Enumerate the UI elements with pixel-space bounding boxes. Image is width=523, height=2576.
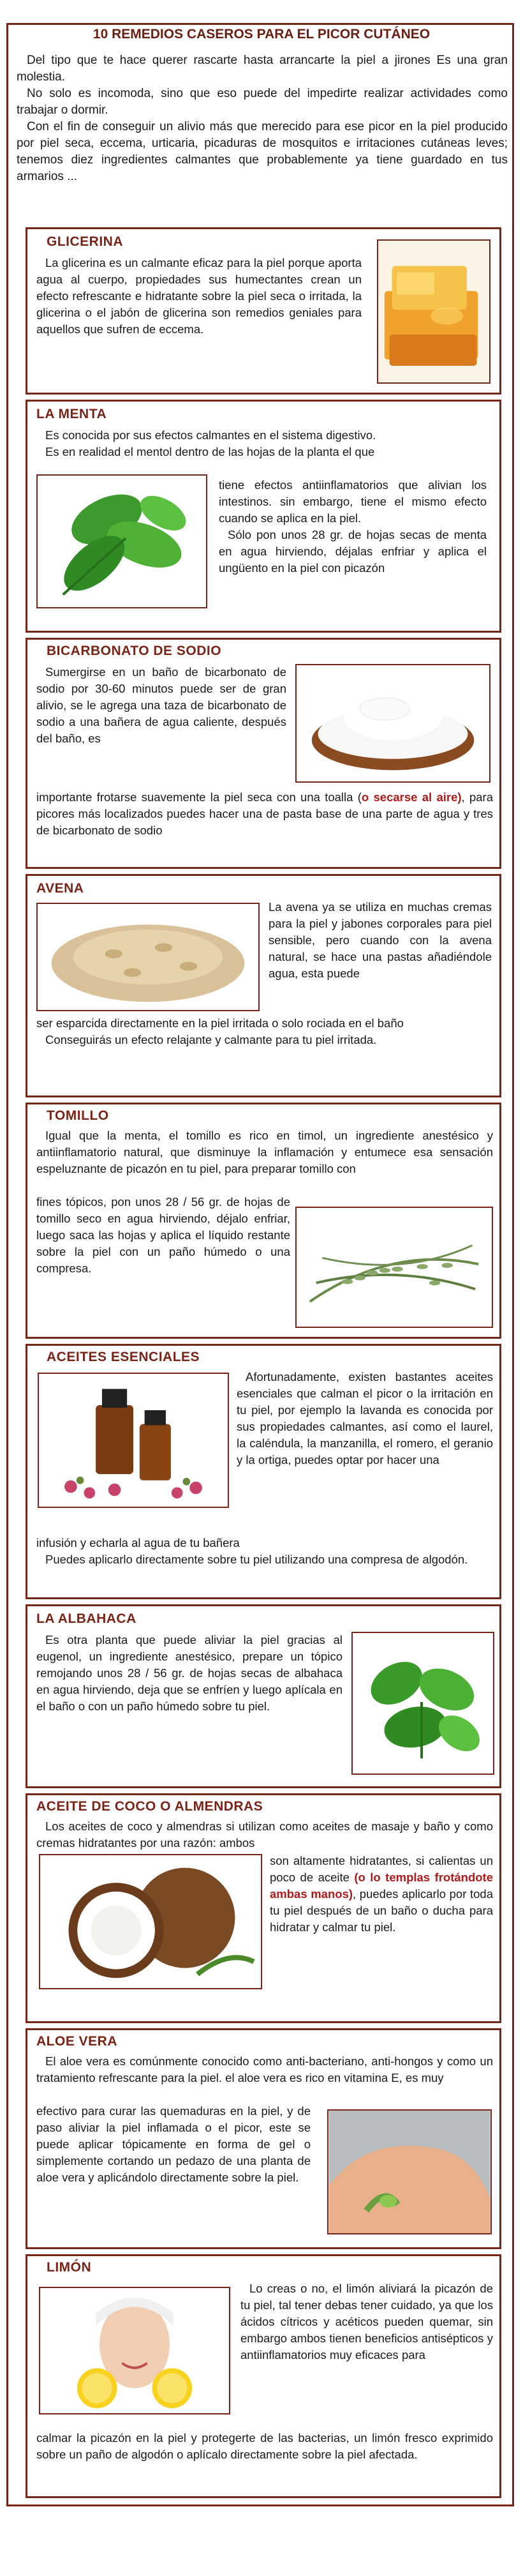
section-glicerina	[26, 227, 501, 395]
section-avena	[26, 874, 501, 1097]
intro-paragraph: Del tipo que te hace querer rascarte hasta arrancarte la piel a jirones Es una gran molestia.	[17, 54, 508, 84]
section-heading: TOMILLO	[47, 1108, 109, 1123]
section-heading: ACEITES ESENCIALES	[47, 1350, 200, 1364]
section-text: Es conocida por sus efectos calmantes en el sistema digestivo. Es en realidad el mentol dentro de las hojas de la planta el que	[45, 428, 376, 458]
highlight-text: (o lo templas frotándote ambas manos)	[270, 1871, 493, 1901]
section-tomillo	[26, 1103, 501, 1339]
section-aloe	[26, 2028, 501, 2249]
mint-leaves-icon	[36, 474, 207, 608]
glycerin-soap-icon	[377, 239, 490, 384]
section-text: Los aceites de coco y almendras si utilizan como aceites de masaje y baño y como cremas hidratantes por una razón: ambos	[36, 1819, 493, 1849]
coconut-icon	[39, 1854, 262, 1989]
section-heading: AVENA	[36, 881, 84, 896]
intro-paragraph: Con el fin de conseguir un alivio más que merecido para ese picor en la piel producido por piel seca, eccema, urticaria, picaduras de mosquitos e irritaciones cutáneas leves; tenemos diez ingredientes calmantes que probablemente ya tiene guardado en tus armarios ...	[17, 120, 508, 183]
oats-icon	[36, 903, 260, 1011]
section-bicarbonato	[26, 638, 501, 869]
section-aceites	[26, 1344, 501, 1599]
section-text: fines tópicos, pon unos 28 / 56 gr. de hojas de tomillo seco en agua hirviendo, déjalo enfriar, luego saca las hojas y aplica el líquido restante sobre la piel con un paño húmedo o una compresa.	[36, 1195, 290, 1275]
section-text: tiene efectos antiinflamatorios que alivian los intestinos. sin embargo, tiene el mismo efecto cuando se aplica en la piel. Sólo pon unos 28 gr. de hojas secas de menta en agua hirviendo, déjalas enfriar y aplica el ungüento en la piel con picazón	[219, 478, 487, 575]
section-text: efectivo para curar las quemaduras en la piel, y de paso aliviar la piel inflamada o el picor, este se puede aplicar tópicamente en forma de gel o simplemente cortando un pedazo de una planta de aloe vera y aplicándolo directamente sobre la piel.	[36, 2104, 311, 2184]
baking-soda-bowl-icon	[295, 664, 490, 783]
section-text: El aloe vera es comúnmente conocido como anti-bacteriano, anti-hongos y como un tratamiento refrescante para la piel. el aloe vera es rico en vitamina E, es muy	[36, 2054, 493, 2084]
section-coco	[26, 1793, 501, 2023]
essential-oil-bottles-icon	[38, 1373, 229, 1508]
lemon-face-icon	[39, 2287, 230, 2414]
section-heading: BICARBONATO DE SODIO	[47, 644, 222, 658]
section-heading: ACEITE DE COCO O ALMENDRAS	[36, 1799, 263, 1814]
section-text: Es otra planta que puede aliviar la piel gracias al eugenol, un ingrediente anestésico, prepare un tópico remojando unos 28 / 56 gr. de hojas secas de albahaca en agua hirviendo, deja que se enfríen y luego aplícala en el baño o con un paño húmedo sobre tu piel.	[36, 1633, 343, 1713]
section-text: ser esparcida directamente en la piel irritada o solo rociada en el baño Conseguirás un efecto relajante y calmante para tu piel irritada.	[36, 1016, 404, 1046]
aloe-shoulder-icon	[327, 2109, 492, 2234]
section-text: calmar la picazón en la piel y protegerte de las bacterias, un limón fresco exprimido sobre un paño de algodón o aplícalo directamente sobre la piel afectada.	[36, 2431, 493, 2461]
section-text: Afortunadamente, existen bastantes aceites esenciales que calman el picor o la irritación en tu piel, por ejemplo la lavanda es conocida por sus propiedades calmantes, así como el laurel, la caléndula, la manzanilla, el romero, el geranio y la ortiga, puedes optar por hacer una	[237, 1370, 493, 1466]
intro-text	[17, 52, 508, 185]
section-menta	[26, 400, 501, 633]
section-text: Lo creas o no, el limón aliviará la picazón de tu piel, tal tener debas tener cuidado, ya que los ácidos cítricos y acéticos pueden quemar, sin embargo ambos tienen beneficios antisépticos y antiinflamatorios muy eficaces para	[240, 2282, 493, 2361]
section-text: Igual que la menta, el tomillo es rico en timol, un ingrediente anestésico y antiinflamatorio natural, que disminuye la inflamación y entumece esa sensación espeluznante de picazón en tu piel, para preparar tomillo con	[36, 1129, 493, 1175]
section-text: infusión y echarla al agua de tu bañera Puedes aplicarlo directamente sobre tu piel utilizando una compresa de algodón.	[36, 1536, 468, 1566]
section-text: Sumergirse en un baño de bicarbonato de sodio por 30-60 minutos puede ser de gran alivio, se le agrega una taza de bicarbonato de sodio a una bañera de agua caliente, después del baño, es	[36, 665, 286, 745]
section-heading: ALOE VERA	[36, 2034, 118, 2049]
intro-paragraph: No solo es incomoda, sino que eso puede del impedirte realizar actividades como trabajar o dormir.	[17, 87, 508, 117]
section-heading: LA MENTA	[36, 407, 107, 421]
section-limon	[26, 2254, 501, 2498]
highlight-text: o secarse al aire)	[361, 790, 462, 804]
section-text: importante frotarse suavemente la piel seca con una toalla (o secarse al aire), para picores más localizados puedes hacer una de pasta base de una parte de agua y tres de bicarbonato de sodio	[36, 790, 493, 837]
section-heading: GLICERINA	[47, 234, 123, 249]
section-text: La avena ya se utiliza en muchas cremas para la piel y jabones corporales para piel sensible, pero cuando con la avena natural, se hace una pastas añadiéndole agua, esta puede	[269, 900, 492, 980]
section-heading: LIMÓN	[47, 2260, 92, 2275]
section-albahaca	[26, 1604, 501, 1788]
basil-icon	[351, 1632, 494, 1775]
section-text: La glicerina es un calmante eficaz para la piel porque aporta agua al cuerpo, propiedades sus humectantes crean un efecto refrescante e hidratante sobre la piel seca o irritada, la glicerina o el jabón de glicerina son remedios geniales para aquellos que sufren de eccema.	[36, 256, 362, 336]
section-heading: LA ALBAHACA	[36, 1611, 136, 1626]
page-title: 10 REMEDIOS CASEROS PARA EL PICOR CUTÁNEO	[92, 27, 431, 41]
thyme-icon	[295, 1207, 493, 1328]
section-text: son altamente hidratantes, si calientas un poco de aceite (o lo templas frotándote ambas manos), puedes aplicarlo por toda tu piel después de un baño o ducha para hidratar y calmar tu piel.	[270, 1854, 493, 1934]
